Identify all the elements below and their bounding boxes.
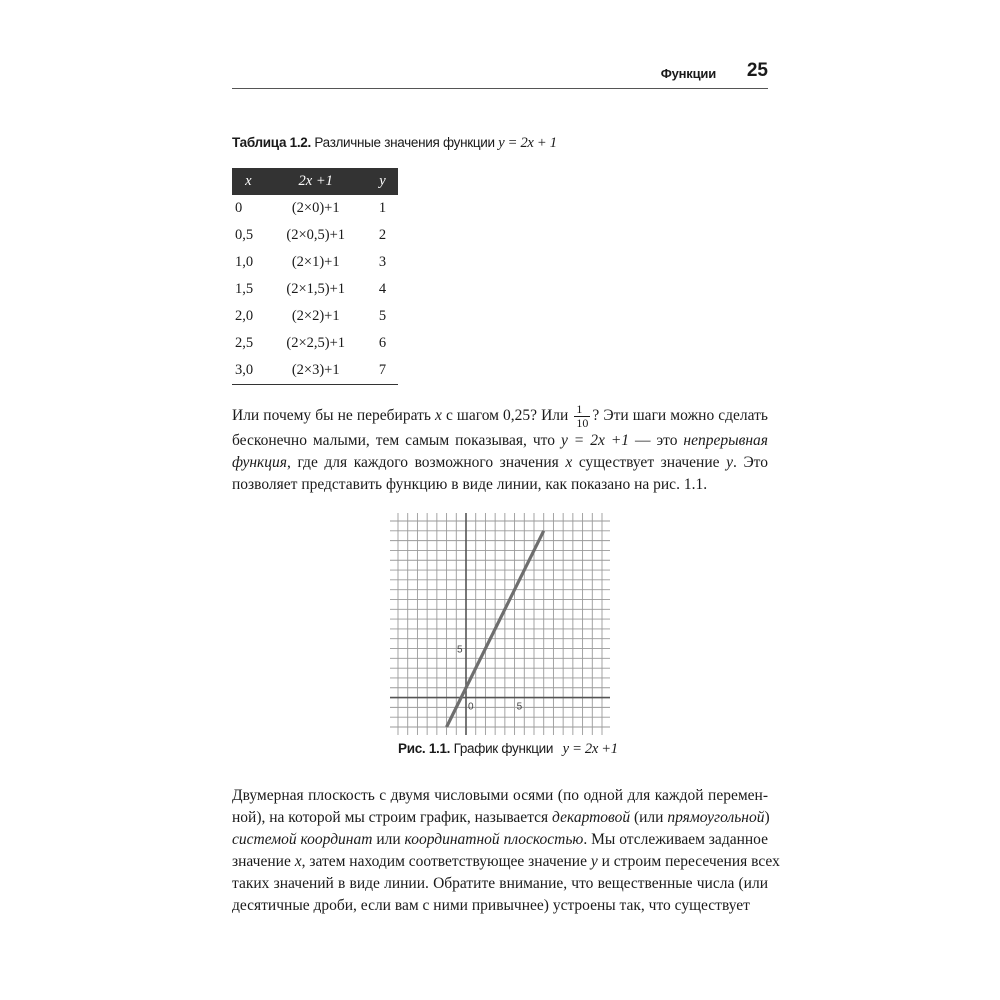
table-row	[232, 357, 398, 385]
text-run: значение	[232, 853, 295, 870]
text-run: существует значение	[572, 454, 727, 471]
cell-y: 2	[378, 227, 387, 243]
fraction-numerator: 1	[574, 403, 590, 417]
table-header-row	[232, 168, 398, 195]
cell-expression: (2×1)+1	[291, 254, 340, 270]
function-graph	[390, 513, 610, 735]
cell-x: 2,5	[235, 335, 254, 351]
text-run: бесконечно малыми, тем самым показывая, что	[232, 432, 561, 449]
cell-y: 7	[367, 357, 398, 385]
column-header-x: x	[232, 168, 265, 195]
emphasis: системой координат	[232, 831, 373, 848]
cell-y: 1	[378, 200, 387, 216]
emphasis: непрерывная	[683, 432, 768, 449]
cell-y: 4	[378, 281, 387, 297]
variable-x: x	[435, 407, 442, 425]
cell-x: 0,5	[235, 227, 254, 243]
text-run: ной), на которой мы строим график, называется	[232, 809, 553, 826]
emphasis: декартовой	[552, 809, 631, 826]
cell-y: 3	[378, 254, 387, 270]
grid	[390, 513, 610, 735]
tick-labels	[457, 645, 523, 713]
cell-expression: (2×0)+1	[291, 200, 340, 216]
table-row	[232, 330, 398, 357]
table-row	[232, 276, 398, 303]
text-run: ? Эти шаги можно сделать	[592, 407, 768, 425]
text-run: )	[764, 809, 770, 826]
cell-expression: (2×3)+1	[265, 357, 367, 385]
fraction-one-tenth	[574, 403, 590, 430]
axes	[390, 513, 610, 735]
table-row	[232, 195, 398, 222]
table-row	[232, 222, 398, 249]
cell-expression: (2×1,5)+1	[286, 281, 346, 297]
text-run: . Мы отслеживаем заданное	[583, 831, 768, 848]
values-table	[232, 168, 398, 385]
paragraph-line: позволяет представить функцию в виде линии, как показано на рис. 1.1.	[232, 476, 708, 493]
section-title: Функции	[660, 66, 716, 81]
text-run: . Это	[732, 454, 768, 471]
text-run: и строим пересечения всех	[597, 853, 780, 870]
table-caption-formula: y = 2x + 1	[498, 135, 557, 151]
variable-x: x	[565, 454, 573, 471]
variable-y: y	[590, 853, 598, 870]
x-tick-label: 0	[468, 701, 474, 713]
text-run: с шагом 0,25? Или	[441, 407, 573, 425]
paragraph-line	[232, 829, 768, 851]
variable-x: x	[294, 853, 302, 870]
cell-y: 6	[378, 335, 387, 351]
cell-x: 1,0	[235, 254, 254, 270]
cell-expression: (2×0,5)+1	[286, 227, 346, 243]
table-caption	[232, 135, 557, 152]
paragraph-line	[232, 403, 768, 430]
column-header-y: y	[367, 168, 398, 195]
page-number: 25	[746, 60, 768, 81]
figure-caption-text: График функции	[453, 741, 554, 756]
column-header-expression: 2x +1	[265, 168, 367, 195]
text-run: (или	[630, 809, 668, 826]
table-caption-label: Таблица 1.2.	[232, 135, 311, 150]
text-run: Или почему бы не перебирать	[232, 407, 435, 425]
fraction-denominator: 10	[576, 416, 589, 430]
text-run: — это	[629, 432, 684, 449]
text-run: или	[372, 831, 405, 848]
paragraph-line: десятичные дроби, если вам с ними привычнее) устроены так, что существует	[232, 897, 750, 914]
text-run: , где для каждого возможного значения	[287, 454, 566, 471]
paragraph-line: Двумерная плоскость с двумя числовыми осями (по одной для каждой перемен-	[232, 787, 768, 804]
cell-x: 1,5	[235, 281, 254, 297]
figure-caption-formula: y = 2x +1	[562, 741, 618, 757]
table-row	[232, 249, 398, 276]
table-caption-text: Различные значения функции	[314, 135, 495, 150]
cell-x: 2,0	[235, 308, 254, 324]
paragraph-line	[232, 452, 768, 474]
variable-y: y	[726, 454, 733, 471]
paragraph-line	[232, 430, 768, 452]
table-row	[232, 303, 398, 330]
text-run: , затем находим соответствующее значение	[301, 853, 591, 870]
paragraph-line: таких значений в виде линии. Обратите внимание, что вещественные числа (или	[232, 875, 768, 892]
emphasis: прямоугольной	[667, 809, 765, 826]
figure-caption	[398, 741, 618, 758]
cell-x: 3,0	[232, 357, 265, 385]
inline-formula: y = 2x +1	[560, 432, 630, 449]
cell-expression: (2×2,5)+1	[286, 335, 346, 351]
cell-x: 0	[235, 200, 243, 216]
paragraph-line	[232, 851, 780, 873]
running-head	[232, 60, 768, 89]
figure-caption-label: Рис. 1.1.	[398, 741, 451, 756]
emphasis: координатной плоскостью	[404, 831, 584, 848]
emphasis: функция	[232, 454, 288, 471]
paragraph-cartesian	[232, 785, 780, 917]
x-tick-label: 5	[516, 701, 523, 713]
paragraph-line	[232, 807, 768, 829]
cell-expression: (2×2)+1	[291, 308, 340, 324]
y-tick-label: 5	[457, 644, 463, 656]
cell-y: 5	[378, 308, 387, 324]
paragraph-continuous-function	[232, 403, 768, 496]
